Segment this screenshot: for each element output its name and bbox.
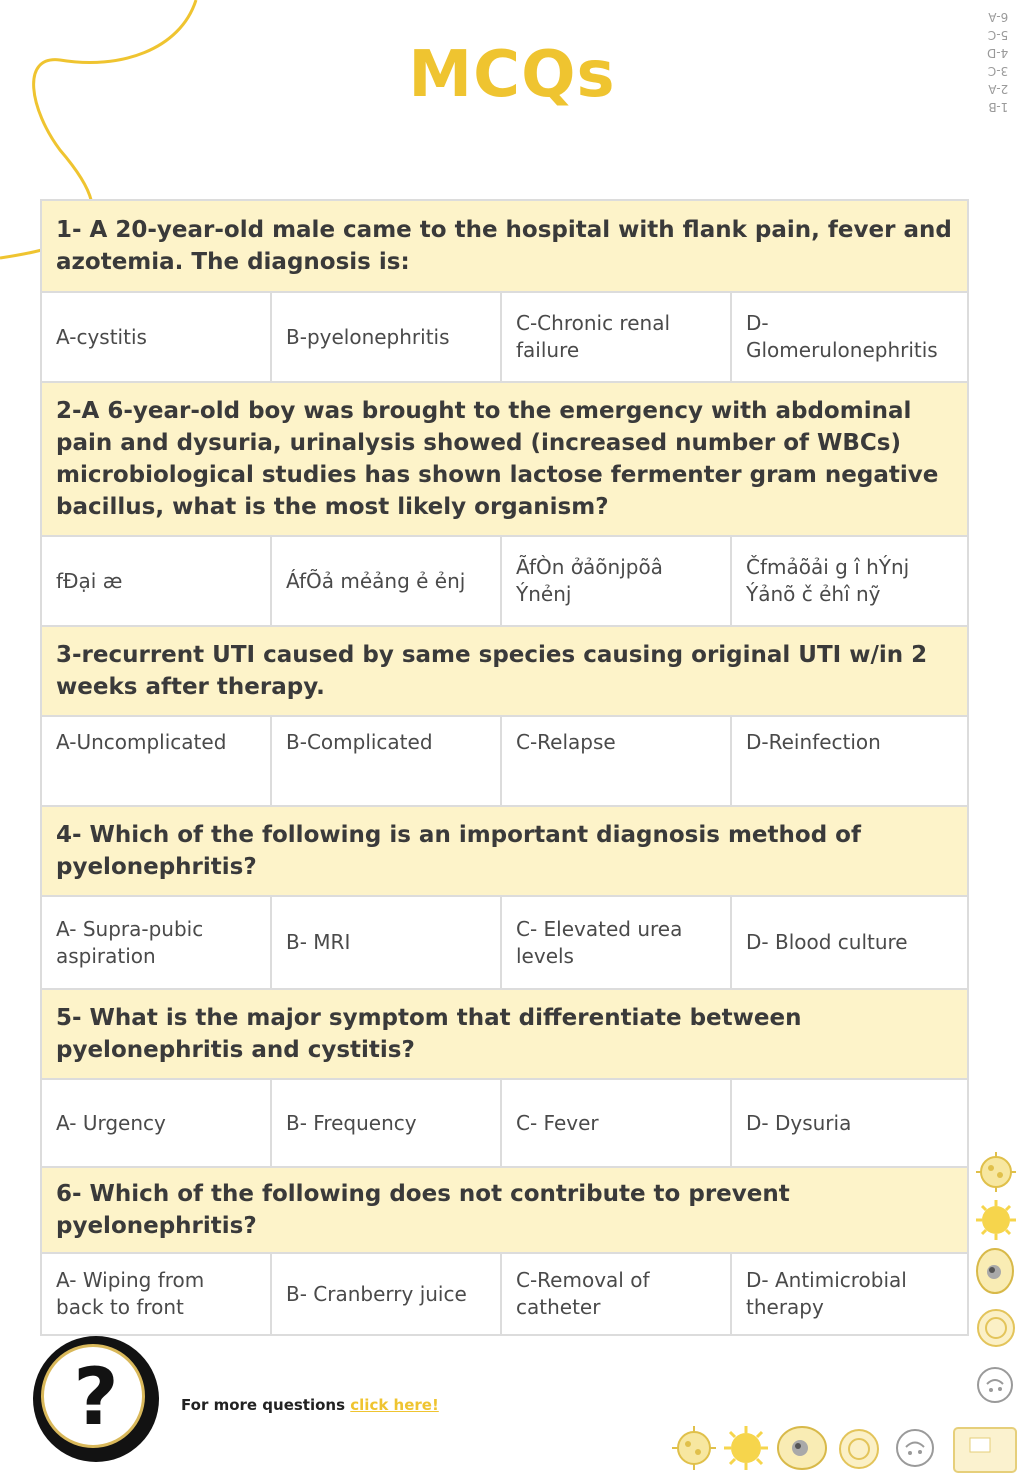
- option-1a[interactable]: A-cystitis: [41, 292, 271, 382]
- click-here-link[interactable]: click here!: [350, 1396, 439, 1414]
- answer-key: [987, 8, 1008, 116]
- option-3b[interactable]: B-Complicated: [271, 716, 501, 806]
- option-4a[interactable]: A- Supra-pubic aspiration: [41, 896, 271, 989]
- option-2d[interactable]: Čfmảõải g î hÝnj Ýảnõ č ẻhî nỹ: [731, 536, 968, 626]
- virus-icon: [722, 1424, 770, 1472]
- question-6: 6- Which of the following does not contribute to prevent pyelonephritis?: [41, 1167, 968, 1253]
- question-3: 3-recurrent UTI caused by same species causing original UTI w/in 2 weeks after therapy.: [41, 626, 968, 716]
- option-1b[interactable]: B-pyelonephritis: [271, 292, 501, 382]
- page-title: MCQs: [408, 38, 616, 112]
- option-3a[interactable]: A-Uncomplicated: [41, 716, 271, 806]
- option-6c[interactable]: C-Removal of catheter: [501, 1253, 731, 1335]
- option-1d[interactable]: D-Glomerulonephritis: [731, 292, 968, 382]
- option-3d[interactable]: D-Reinfection: [731, 716, 968, 806]
- virus-icon: [974, 1198, 1018, 1242]
- question-mark-icon[interactable]: [33, 1336, 159, 1462]
- question-1: 1- A 20-year-old male came to the hospital with flank pain, fever and azotemia. The diagnosis is:: [41, 200, 968, 292]
- option-4c[interactable]: C- Elevated urea levels: [501, 896, 731, 989]
- cell-icon: [972, 1246, 1018, 1296]
- option-6b[interactable]: B- Cranberry juice: [271, 1253, 501, 1335]
- option-4d[interactable]: D- Blood culture: [731, 896, 968, 989]
- germ-icon: [974, 1150, 1018, 1194]
- answer-key-item: 2-A: [988, 82, 1008, 96]
- footer-prefix: For more questions: [181, 1396, 351, 1414]
- microbe-outline-icon: [972, 1360, 1018, 1410]
- bacteria-icon: [836, 1426, 882, 1472]
- microscope-slide-icon: [950, 1418, 1020, 1476]
- germ-icon: [670, 1424, 718, 1472]
- answer-key-item: 6-A: [988, 10, 1008, 24]
- option-6d[interactable]: D- Antimicrobial therapy: [731, 1253, 968, 1335]
- microbe-outline-icon: [890, 1422, 940, 1474]
- option-5b[interactable]: B- Frequency: [271, 1079, 501, 1167]
- cell-icon: [774, 1422, 830, 1474]
- option-3c[interactable]: C-Relapse: [501, 716, 731, 806]
- answer-key-item: 5-C: [987, 28, 1008, 42]
- question-mark-glyph: ?: [73, 1353, 119, 1443]
- footer-more-questions: [181, 1396, 439, 1414]
- question-5: 5- What is the major symptom that differentiate between pyelonephritis and cystitis?: [41, 989, 968, 1079]
- answer-key-item: 1-B: [988, 100, 1008, 114]
- question-2: 2-A 6-year-old boy was brought to the emergency with abdominal pain and dysuria, urinalysis showed (increased number of WBCs) microbiological studies has shown lactose fermenter gram negative bacillus, what is the most likely organism?: [41, 382, 968, 536]
- answer-key-item: 3-C: [987, 64, 1008, 78]
- option-4b[interactable]: B- MRI: [271, 896, 501, 989]
- option-2c[interactable]: ÃfÒn ởảõnjpõâ Ýnẻnj: [501, 536, 731, 626]
- option-2b[interactable]: ÁfÕả mẻảng ẻ ẻnj: [271, 536, 501, 626]
- option-2a[interactable]: fĐại æ: [41, 536, 271, 626]
- option-1c[interactable]: C-Chronic renal failure: [501, 292, 731, 382]
- option-5a[interactable]: A- Urgency: [41, 1079, 271, 1167]
- bacteria-icon: [974, 1306, 1018, 1350]
- mcq-table: [40, 199, 969, 1336]
- answer-key-item: 4-D: [986, 46, 1008, 60]
- question-4: 4- Which of the following is an important diagnosis method of pyelonephritis?: [41, 806, 968, 896]
- option-5d[interactable]: D- Dysuria: [731, 1079, 968, 1167]
- option-5c[interactable]: C- Fever: [501, 1079, 731, 1167]
- option-6a[interactable]: A- Wiping from back to front: [41, 1253, 271, 1335]
